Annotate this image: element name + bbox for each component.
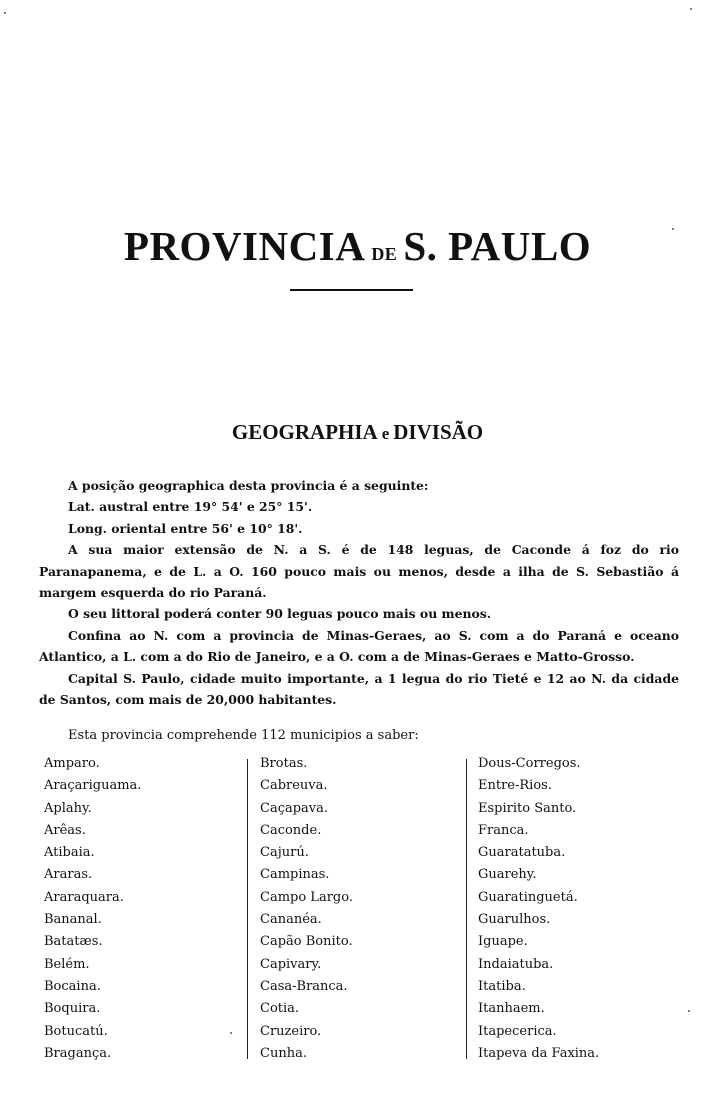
municipio-item: Iguape. <box>478 934 528 950</box>
municipio-item: Atibaia. <box>44 845 95 861</box>
title-part-de: DE <box>371 244 398 264</box>
municipio-item: Casa-Branca. <box>260 978 348 994</box>
municipio-item: Guaratinguetá. <box>478 889 578 905</box>
municipio-item: Botucatú. <box>44 1023 108 1039</box>
municipio-item: Amparo. <box>44 756 100 771</box>
municipio-item: Brotas. <box>260 756 308 771</box>
municipios-column-3 <box>478 753 698 1065</box>
municipio-item: Bocaina. <box>44 978 101 994</box>
municipio-item: Campo Largo. <box>260 889 353 905</box>
paragraph-latitude: Lat. austral entre 19° 54' e 25° 15'. <box>68 499 313 515</box>
municipio-item: Caconde. <box>260 822 322 838</box>
paragraph-longitude: Long. oriental entre 56' e 10° 18'. <box>68 520 303 536</box>
municipio-item: Dous-Corregos. <box>478 756 581 771</box>
municipio-item: Araçariguama. <box>44 778 142 794</box>
municipios-list <box>0 753 715 1073</box>
paper-speck <box>230 1032 232 1034</box>
municipio-item: Aplahy. <box>44 800 92 816</box>
column-divider <box>247 759 248 1059</box>
heading-part-divisao: DIVISÃO <box>393 420 484 444</box>
municipio-item: Cunha. <box>260 1045 307 1061</box>
paragraph-extension: A sua maior extensão de N. a S. é de 148 leguas, de Caconde á foz do rio Paranapanema, e de L. a O. 160 pouco mais ou menos, desde a ilha de S. Sebastião á margem esquerda do rio Paraná. <box>39 542 679 601</box>
municipio-item: Bragança. <box>44 1045 112 1061</box>
municipio-item: Espirito Santo. <box>478 800 577 816</box>
heading-part-geographia: GEOGRAPHIA <box>231 420 378 444</box>
capital-lead: Capital S. Paulo, <box>68 670 185 686</box>
municipio-item: Guarehy. <box>478 867 537 883</box>
section-heading <box>0 420 715 445</box>
geography-text-block <box>39 475 679 710</box>
municipio-item: Cruzeiro. <box>260 1023 322 1039</box>
title-underline-rule <box>290 289 413 291</box>
paper-speck <box>690 8 692 10</box>
municipio-item: Guarulhos. <box>478 912 551 928</box>
municipio-item: Itapecerica. <box>478 1023 557 1039</box>
paper-speck <box>672 228 674 230</box>
municipio-item: Campinas. <box>260 867 330 883</box>
column-divider <box>466 759 467 1059</box>
heading-part-e: e <box>381 424 390 443</box>
municipio-item: Araras. <box>44 867 93 883</box>
municipio-item: Itapeva da Faxina. <box>478 1045 600 1061</box>
municipio-item: Capivary. <box>260 956 322 972</box>
municipio-item: Cabreuva. <box>260 778 328 794</box>
municipio-item: Entre-Rios. <box>478 778 552 794</box>
municipio-item: Caçapava. <box>260 800 329 816</box>
paper-speck <box>4 12 6 14</box>
paper-speck <box>688 1010 690 1012</box>
municipios-column-2 <box>260 753 460 1065</box>
paragraph-capital <box>39 668 679 711</box>
municipio-item: Araraquara. <box>44 889 124 905</box>
municipios-intro: Esta provincia comprehende 112 municipios a saber: <box>68 728 419 743</box>
municipio-item: Itanhaem. <box>478 1001 545 1017</box>
paragraph-coastline: O seu littoral poderá conter 90 leguas pouco mais ou menos. <box>68 606 492 622</box>
title-part-sp: S. PAULO <box>403 223 592 269</box>
municipio-item: Itatiba. <box>478 978 526 994</box>
municipio-item: Arêas. <box>44 822 86 838</box>
municipio-item: Cotia. <box>260 1001 300 1017</box>
municipio-item: Capão Bonito. <box>260 934 353 950</box>
municipio-item: Bananal. <box>44 912 102 928</box>
municipio-item: Guaratatuba. <box>478 845 566 861</box>
municipios-column-1 <box>44 753 244 1065</box>
municipio-item: Boquira. <box>44 1001 101 1017</box>
municipio-item: Belém. <box>44 956 90 972</box>
capital-description: cidade muito importante, a 1 legua do rio Tieté e 12 ao N. da cidade de Santos, com mais de 20,000 habitantes. <box>39 670 679 708</box>
municipio-item: Batatæs. <box>44 934 103 950</box>
page-title <box>0 222 715 270</box>
paragraph-position: A posição geographica desta provincia é a seguinte: <box>68 478 429 493</box>
municipio-item: Franca. <box>478 822 529 838</box>
paragraph-borders: Confina ao N. com a provincia de Minas-Geraes, ao S. com a do Paraná e oceano Atlantico, a L. com a do Rio de Janeiro, e a O. com a de Minas-Geraes e Matto-Grosso. <box>39 627 679 665</box>
municipio-item: Indaiatuba. <box>478 956 554 972</box>
title-part-provincia: PROVINCIA <box>123 223 366 269</box>
municipio-item: Cananéa. <box>260 912 322 928</box>
municipio-item: Cajurú. <box>260 845 309 861</box>
